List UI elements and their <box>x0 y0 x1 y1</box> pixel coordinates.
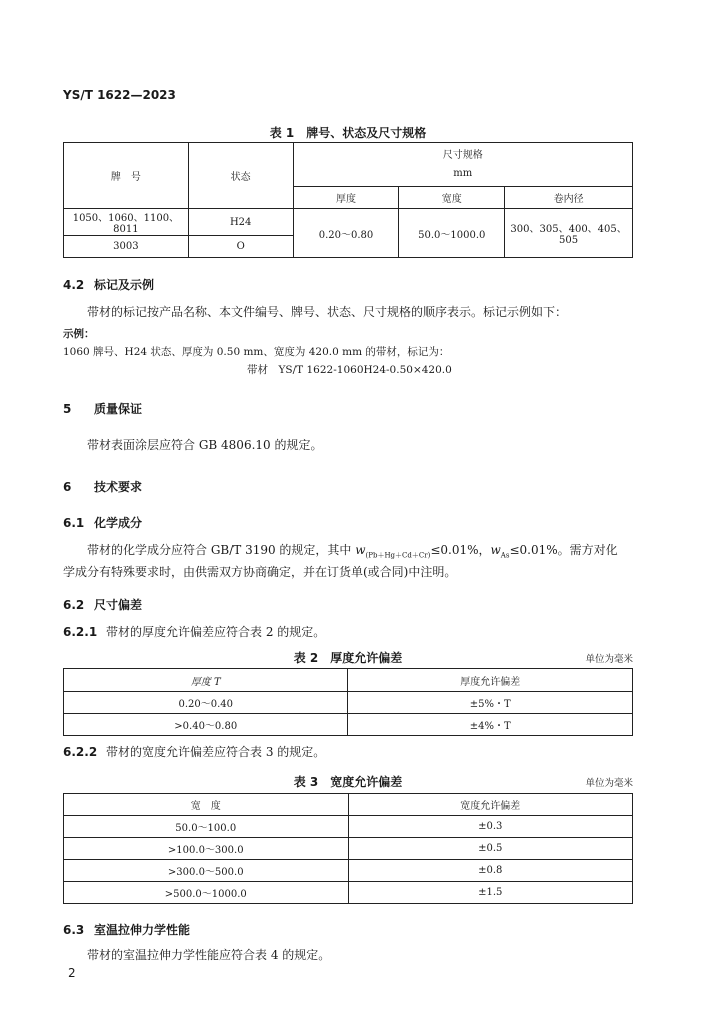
section-title: 标记及示例 <box>94 278 155 292</box>
body-text: 带材的化学成分应符合 GB/T 3190 的规定，其中 <box>87 543 356 557</box>
table2-header-thickness: 厚度 T <box>64 669 348 692</box>
section-number: 6.1 <box>63 516 85 530</box>
table2 <box>63 668 633 736</box>
section-4-2-body: 带材的标记按产品名称、本文件编号、牌号、状态、尺寸规格的顺序表示。标记示例如下： <box>87 305 568 319</box>
table1-header-size <box>293 143 632 187</box>
table1-cell-temper: H24 <box>188 209 293 236</box>
section-number: 6.2.2 <box>63 745 98 759</box>
section-number: 6 <box>63 480 72 494</box>
section-number: 5 <box>63 402 72 416</box>
w1-subscript: (Pb＋Hg＋Cd＋Cr) <box>365 551 431 560</box>
table1-header-thickness: 厚度 <box>293 187 399 209</box>
section-title: 化学成分 <box>94 516 143 530</box>
table3-header-tolerance: 宽度允许偏差 <box>348 794 633 816</box>
table1-header-inner-diameter: 卷内径 <box>505 187 633 209</box>
table1 <box>63 142 633 258</box>
table-row <box>64 838 633 860</box>
table3-cell-tolerance: ±0.8 <box>348 860 633 882</box>
table1-cell-thickness: 0.20～0.80 <box>293 209 399 258</box>
table1-cell-width: 50.0～1000.0 <box>399 209 505 258</box>
table2-cell-thickness: >0.40～0.80 <box>64 714 348 736</box>
example-text: 1060 牌号、H24 状态、厚度为 0.50 mm、宽度为 420.0 mm 的带材，标记为： <box>63 346 450 358</box>
table1-cell-inner-diameter: 300、305、400、405、505 <box>505 209 633 258</box>
section-number: 4.2 <box>63 278 85 292</box>
table-row <box>64 692 633 714</box>
table1-header-size-label: 尺寸规格 <box>442 149 483 161</box>
section-6-1-body-line2: 学成分有特殊要求时，由供需双方协商确定，并在订货单(或合同)中注明。 <box>63 565 457 579</box>
table3-cell-width: >500.0～1000.0 <box>64 882 349 904</box>
table-row <box>64 714 633 736</box>
table1-header-temper: 状态 <box>188 143 293 209</box>
table3-cell-tolerance: ±0.3 <box>348 816 633 838</box>
w-symbol: w <box>490 543 501 557</box>
table1-header-grade: 牌 号 <box>64 143 189 209</box>
table-row <box>64 209 633 236</box>
section-number: 6.2 <box>63 598 85 612</box>
table3-cell-tolerance: ±1.5 <box>348 882 633 904</box>
section-6-2-1-body: 带材的厚度允许偏差应符合表 2 的规定。 <box>106 625 326 639</box>
section-5-heading <box>63 400 142 417</box>
standard-id: YS/T 1622—2023 <box>63 88 176 102</box>
table2-cell-tolerance: ±5%・T <box>348 692 633 714</box>
section-6-3-body: 带材的室温拉伸力学性能应符合表 4 的规定。 <box>87 948 331 962</box>
table1-caption: 表 1 牌号、状态及尺寸规格 <box>269 126 427 140</box>
table2-header-tolerance: 厚度允许偏差 <box>348 669 633 692</box>
table3-caption: 表 3 宽度允许偏差 <box>293 775 403 789</box>
section-number: 6.2.1 <box>63 625 98 639</box>
section-6-3-heading <box>63 921 190 938</box>
table3-unit: 单位为毫米 <box>585 778 633 789</box>
table2-unit: 单位为毫米 <box>585 654 633 665</box>
section-4-2-heading <box>63 276 154 293</box>
table-row <box>64 882 633 904</box>
section-5-body: 带材表面涂层应符合 GB 4806.10 的规定。 <box>87 438 323 452</box>
table1-header-size-unit: mm <box>453 167 473 179</box>
body-text: ≤0.01%。需方对化 <box>509 543 618 557</box>
section-6-2-1 <box>63 621 325 643</box>
section-6-heading <box>63 478 142 495</box>
example-label: 示例： <box>63 328 95 340</box>
table2-cell-thickness: 0.20～0.40 <box>64 692 348 714</box>
table1-header-width: 宽度 <box>399 187 505 209</box>
w2-subscript: As <box>500 551 510 560</box>
table3-cell-width: 50.0～100.0 <box>64 816 349 838</box>
w-symbol: w <box>355 543 366 557</box>
section-6-1-heading <box>63 514 142 531</box>
table3-cell-tolerance: ±0.5 <box>348 838 633 860</box>
section-6-2-2-body: 带材的宽度允许偏差应符合表 3 的规定。 <box>106 745 326 759</box>
table1-cell-grade: 1050、1060、1100、8011 <box>64 209 189 236</box>
example-mark: 带材 YS/T 1622-1060H24-0.50×420.0 <box>247 364 452 376</box>
section-title: 尺寸偏差 <box>94 598 143 612</box>
section-6-2-heading <box>63 596 142 613</box>
section-title: 室温拉伸力学性能 <box>94 923 191 937</box>
table3-cell-width: >100.0～300.0 <box>64 838 349 860</box>
section-6-2-2 <box>63 741 325 763</box>
table2-cell-tolerance: ±4%・T <box>348 714 633 736</box>
table1-cell-grade: 3003 <box>64 236 189 258</box>
table3-header-width: 宽 度 <box>64 794 349 816</box>
table3-cell-width: >300.0～500.0 <box>64 860 349 882</box>
table-row <box>64 816 633 838</box>
table2-caption: 表 2 厚度允许偏差 <box>293 651 403 665</box>
table1-cell-temper: O <box>188 236 293 258</box>
body-text: ≤0.01%， <box>430 543 491 557</box>
section-title: 质量保证 <box>94 402 143 416</box>
page-number: 2 <box>68 966 76 980</box>
section-number: 6.3 <box>63 923 85 937</box>
table3 <box>63 793 633 904</box>
section-title: 技术要求 <box>94 480 143 494</box>
table-row <box>64 860 633 882</box>
